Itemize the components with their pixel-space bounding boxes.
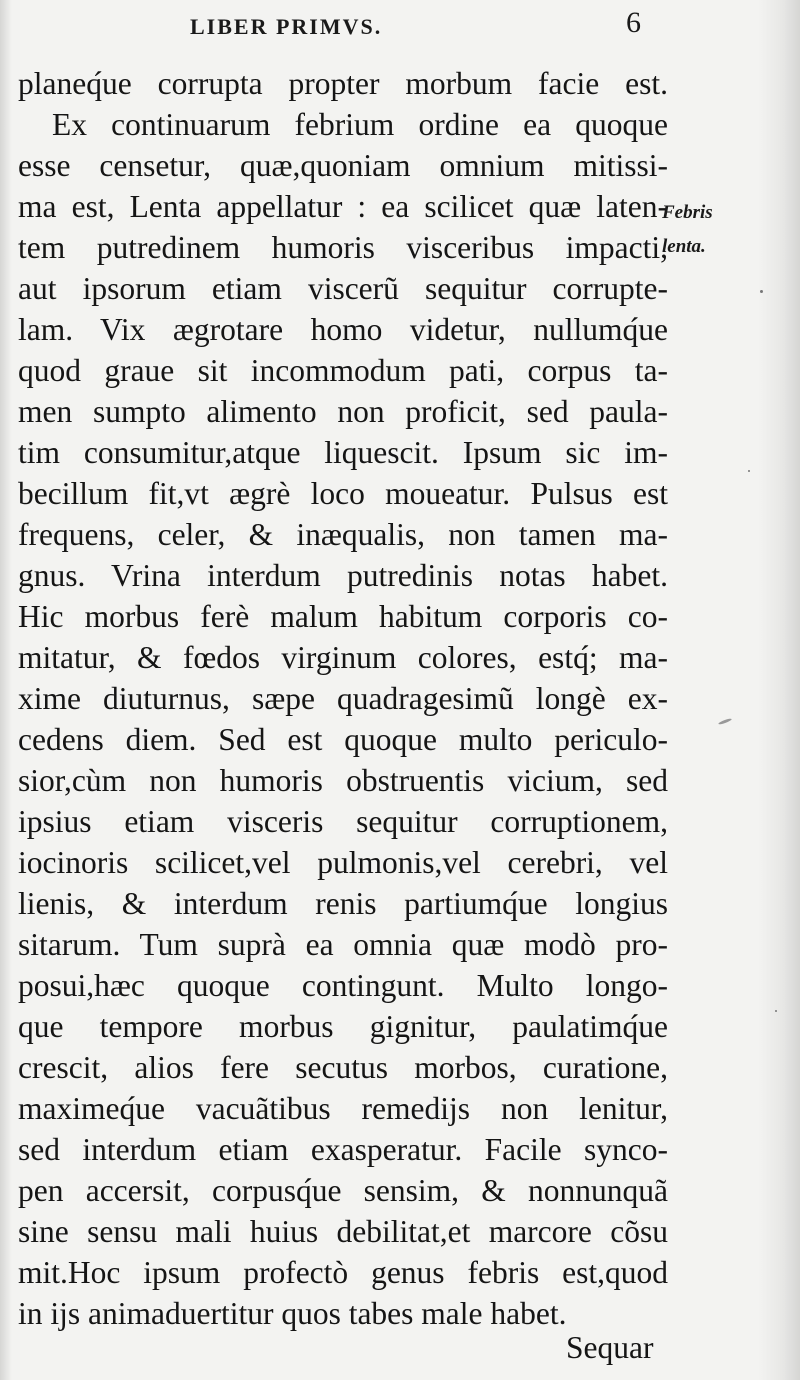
scan-speck: [748, 470, 750, 472]
text-line: in ijs animaduertitur quos tabes male habet.: [18, 1296, 567, 1331]
page-number: 6: [626, 6, 641, 39]
text-line: sine sensu mali huius debilitat,et marcore cõsu: [18, 1214, 668, 1249]
catchword: Sequar: [566, 1330, 654, 1365]
text-line: becillum fit,vt ægrè loco moueatur. Pulsus est: [18, 476, 668, 511]
text-line: lienis, & interdum renis partiumq́ue longius: [18, 886, 668, 921]
text-line: Ex continuarum febrium ordine ea quoque: [52, 107, 668, 142]
text-line: men sumpto alimento non proficit, sed paula-: [18, 394, 668, 429]
text-line: esse censetur, quæ,quoniam omnium mitissi-: [18, 148, 668, 183]
marginal-note-line: lenta.: [662, 236, 706, 257]
text-line: pen accersit, corpusq́ue sensim, & nonnunquã: [18, 1173, 668, 1208]
text-line: sitarum. Tum suprà ea omnia quæ modò pro-: [18, 927, 668, 962]
text-line: mitatur, & fœdos virginum colores, estq́; ma-: [18, 640, 668, 675]
text-line: quod graue sit incommodum pati, corpus ta-: [18, 353, 668, 388]
marginal-note: [662, 196, 772, 264]
text-line: planeq́ue corrupta propter morbum facie est.: [18, 66, 668, 101]
text-line: tim consumitur,atque liquescit. Ipsum sic im-: [18, 435, 668, 470]
text-line: mit.Hoc ipsum profectò genus febris est,quod: [18, 1255, 668, 1290]
text-line: sior,cùm non humoris obstruentis vicium, sed: [18, 763, 668, 798]
text-line: aut ipsorum etiam viscerũ sequitur corrupte-: [18, 271, 668, 306]
scan-edge-left: [0, 0, 12, 1380]
text-line: sed interdum etiam exasperatur. Facile synco-: [18, 1132, 668, 1167]
text-line: gnus. Vrina interdum putredinis notas habet.: [18, 558, 668, 593]
scan-speck: [718, 718, 732, 726]
text-line: Hic morbus ferè malum habitum corporis co-: [18, 599, 668, 634]
text-line: posui,hæc quoque contingunt. Multo longo-: [18, 968, 668, 1003]
text-line: tem putredinem humoris visceribus impacti,: [18, 230, 668, 265]
main-text-block: [18, 63, 668, 1334]
scan-speck: [775, 1010, 777, 1012]
text-line: crescit, alios fere secutus morbos, curatione,: [18, 1050, 668, 1085]
text-line: frequens, celer, & inæqualis, non tamen ma-: [18, 517, 668, 552]
marginal-note-line: Febris: [662, 202, 713, 223]
text-line: que tempore morbus gignitur, paulatimq́ue: [18, 1009, 668, 1044]
text-line: cedens diem. Sed est quoque multo periculo-: [18, 722, 668, 757]
text-line: ma est, Lenta appellatur : ea scilicet quæ laten-: [18, 189, 668, 224]
text-line: iocinoris scilicet,vel pulmonis,vel cerebri, vel: [18, 845, 668, 880]
text-line: lam. Vix ægrotare homo videtur, nullumq́ue: [18, 312, 668, 347]
running-head: LIBER PRIMVS.: [190, 14, 383, 39]
text-line: maximeq́ue vacuãtibus remedijs non lenitur,: [18, 1091, 668, 1126]
text-line: ipsius etiam visceris sequitur corruptionem,: [18, 804, 668, 839]
scan-speck: [760, 290, 763, 293]
text-line: xime diuturnus, sæpe quadragesimũ longè ex-: [18, 681, 668, 716]
